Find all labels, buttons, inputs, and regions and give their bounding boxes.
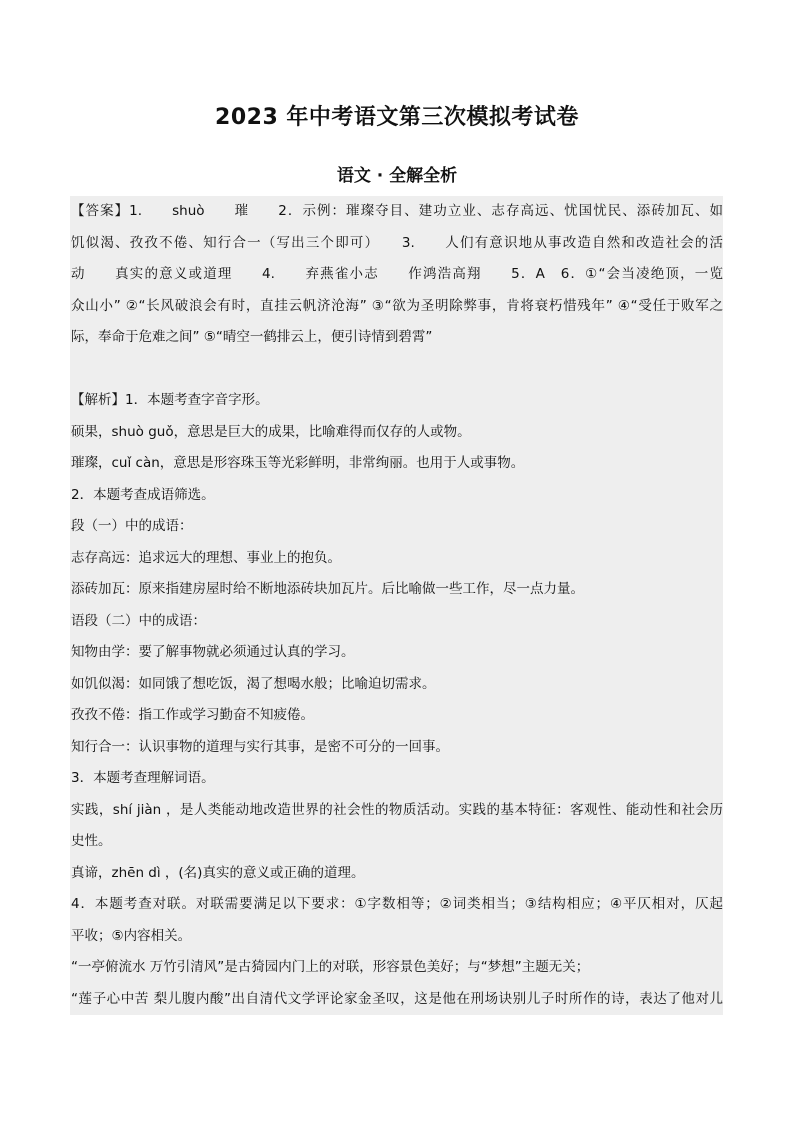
analysis-line: 语段（二）中的成语：	[71, 612, 206, 629]
analysis-line: 知行合一：认识事物的道理与实行其事，是密不可分的一回事。	[71, 738, 449, 755]
analysis-line: 【解析】1．本题考查字音字形。	[71, 392, 269, 408]
answer-line: 动 真实的意义或道理 4. 弃燕雀小志 作鸿浩高翔 5．A 6．①“会当凌绝顶，一览	[71, 266, 723, 282]
analysis-line: 如饥似渴：如同饿了想吃饭，渴了想喝水般；比喻迫切需求。	[71, 675, 436, 692]
analysis-line: 实践，shí jiàn ，是人类能动地改造世界的社会性的物质活动。实践的基本特征：客观性、能动性和社会历	[71, 801, 723, 818]
blank-line	[70, 354, 723, 386]
analysis-line: “一亭俯流水 万竹引清风”是古猗园内门上的对联，形容景色美好；与“梦想”主题无关；	[71, 959, 590, 975]
analysis-line: “莲子心中苦 梨儿腹内酸”出自清代文学评论家金圣叹，这是他在刑场诀别儿子时所作的诗，表达了他对儿	[71, 990, 723, 1007]
page-title: 2023 年中考语文第三次模拟考试卷	[215, 105, 579, 130]
analysis-line: 孜孜不倦：指工作或学习勤奋不知疲倦。	[71, 707, 314, 723]
analysis-line: 添砖加瓦：原来指建房屋时给不断地添砖块加瓦片。后比喻做一些工作，尽一点力量。	[71, 581, 584, 597]
answer-analysis-block	[70, 196, 723, 1015]
analysis-line: 段（一）中的成语：	[71, 518, 193, 534]
analysis-line: 硕果，shuò guǒ，意思是巨大的成果，比喻难得而仅存的人或物。	[71, 423, 471, 440]
analysis-line: 3．本题考查理解词语。	[71, 770, 215, 786]
analysis-line: 平收；⑤内容相关。	[71, 927, 192, 944]
analysis-line: 志存高远：追求远大的理想、事业上的抱负。	[71, 549, 341, 566]
analysis-line: 史性。	[71, 833, 112, 849]
analysis-line: 知物由学：要了解事物就必须通过认真的学习。	[71, 644, 355, 660]
analysis-line: 2．本题考查成语筛选。	[71, 486, 215, 503]
answer-line: 【答案】1. shuò 璀 2．示例：璀璨夺目、建功立业、志存高远、忧国忧民、添砖加瓦、如	[71, 203, 723, 219]
analysis-line: 4．本题考查对联。对联需要满足以下要求：①字数相等；②词类相当；③结构相应；④平仄相对，仄起	[71, 896, 723, 912]
answer-line: 际，奉命于危难之间” ⑤“晴空一鹤排云上，便引诗情到碧霄”	[71, 329, 433, 345]
analysis-line: 璀璨，cuǐ càn，意思是形容珠玉等光彩鲜明，非常绚丽。也用于人或事物。	[71, 455, 525, 471]
answer-line: 饥似渴、孜孜不倦、知行合一（写出三个即可） 3. 人们有意识地从事改造自然和改造社会的活	[71, 234, 723, 251]
page-subtitle: 语文 · 全解全析	[336, 166, 458, 186]
analysis-line: 真谛，zhēn dì ，(名)真实的意义或正确的道理。	[71, 864, 365, 881]
answer-line: 众山小” ②“长风破浪会有时，直挂云帆济沧海” ③“欲为圣明除弊事，肯将衰朽惜残年” ④“受任于败军之	[71, 297, 723, 314]
